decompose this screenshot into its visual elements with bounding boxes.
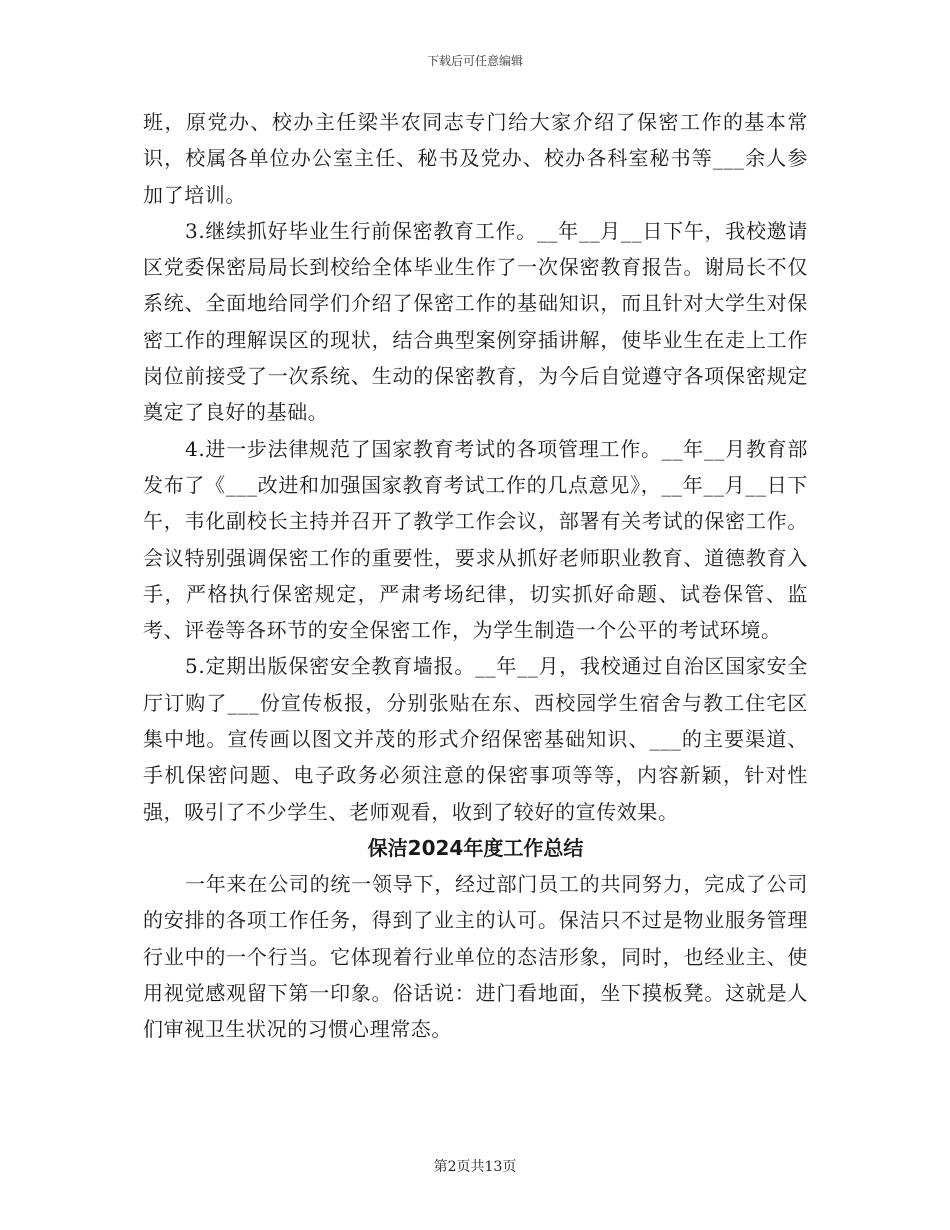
paragraph-cleaning-summary: 一年来在公司的统一领导下，经过部门员工的共同努力，完成了公司的安排的各项工作任务，得到了业主的认可。保洁只不过是物业服务管理行业中的一个行当。它体现着行业单位的态洁形象，同时，也经业主、使用视觉感观留下第一印象。俗话说：进门看地面，坐下摸板凳。这就是人们审视卫生状况的习惯心理常态。	[143, 871, 808, 1042]
header-note: 下载后可任意编辑	[426, 54, 523, 68]
page-indicator: 第2页共13页	[433, 1159, 517, 1175]
document-body	[143, 104, 808, 1047]
paragraph-graduate-education: 3.继续抓好毕业生行前保密教育工作。__年__月__日下午，我校邀请区党委保密局局长到校给全体毕业生作了一次保密教育报告。谢局长不仅系统、全面地给同学们介绍了保密工作的基础知识，而且针对大学生对保密工作的理解误区的现状，结合典型案例穿插讲解，使毕业生在走上工作岗位前接受了一次系统、生动的保密教育，为今后自觉遵守各项保密规定奠定了良好的基础。	[143, 218, 808, 425]
paragraph-training: 班，原党办、校办主任梁半农同志专门给大家介绍了保密工作的基本常识，校属各单位办公室主任、秘书及党办、校办各科室秘书等___余人参加了培训。	[143, 110, 808, 207]
paragraph-exam-management: 4.进一步法律规范了国家教育考试的各项管理工作。__年__月教育部发布了《___改进和加强国家教育考试工作的几点意见》，__年__月__日下午，韦化副校长主持并召开了教学工作会议，部署有关考试的保密工作。会议特别强调保密工作的重要性，要求从抓好老师职业教育、道德教育入手，严格执行保密规定，严肃考场纪律，切实抓好命题、试卷保管、监考、评卷等各环节的安全保密工作，为学生制造一个公平的考试环境。	[143, 436, 808, 643]
paragraph-wall-newspaper: 5.定期出版保密安全教育墙报。__年__月，我校通过自治区国家安全厅订购了___份宣传板报，分别张贴在东、西校园学生宿舍与教工住宅区集中地。宣传画以图文并茂的形式介绍保密基础知识、___的主要渠道、手机保密问题、电子政务必须注意的保密事项等等，内容新颖，针对性强，吸引了不少学生、老师观看，收到了较好的宣传效果。	[143, 654, 808, 824]
section-title: 保洁2024年度工作总结	[367, 835, 584, 860]
